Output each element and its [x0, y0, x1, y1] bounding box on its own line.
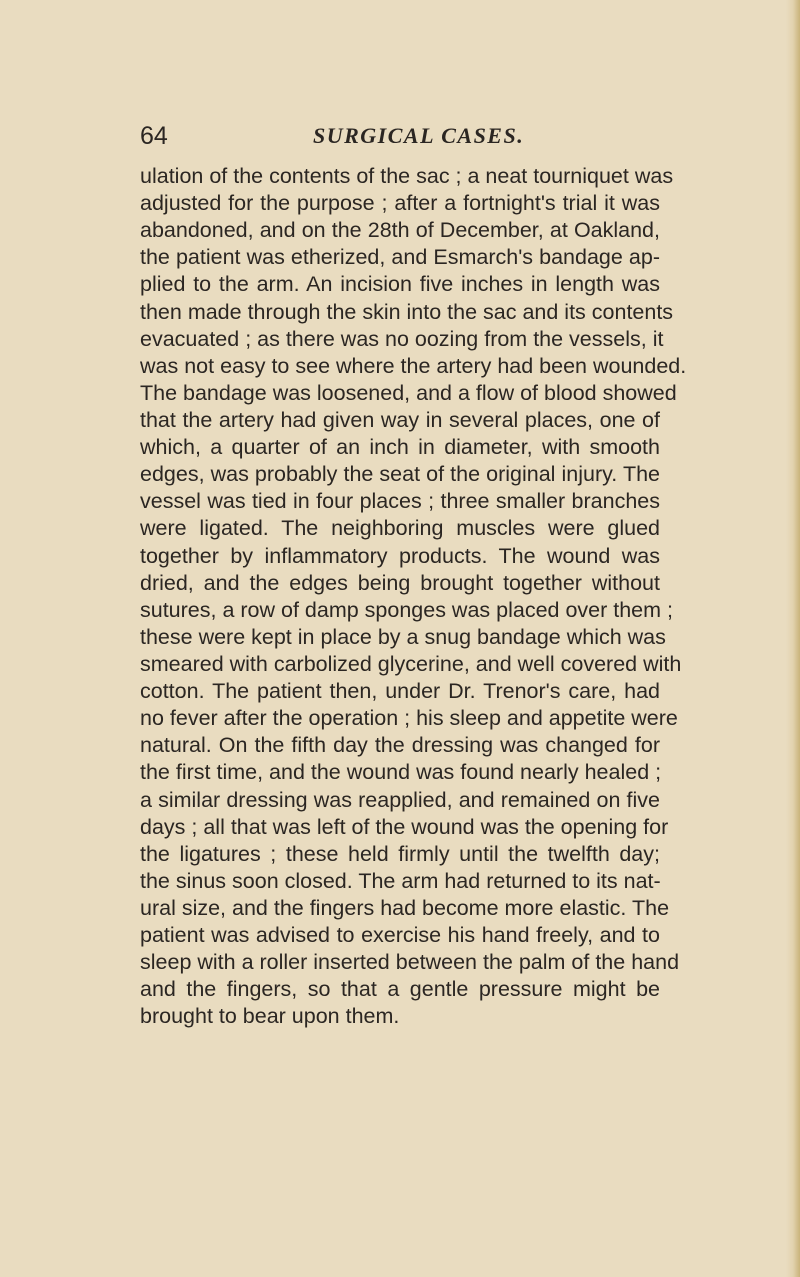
text-line: smeared with carbolized glycerine, and well covered with — [140, 651, 682, 676]
text-line: sutures, a row of damp sponges was placed over them ; — [140, 597, 673, 622]
text-line: plied to the arm. An incision five inches in length was — [140, 272, 660, 297]
text-line: the ligatures ; these held firmly until the twelfth day; — [140, 841, 660, 866]
text-line: evacuated ; as there was no oozing from the vessels, it — [140, 326, 664, 351]
text-line: that the artery had given way in several places, one of — [140, 407, 660, 432]
text-line: adjusted for the purpose ; after a fortnight's trial it was — [140, 191, 660, 216]
text-line: and the fingers, so that a gentle pressure might be — [140, 977, 660, 1002]
text-line: vessel was tied in four places ; three smaller branches — [140, 489, 660, 514]
text-line: were ligated. The neighboring muscles were glued — [140, 516, 660, 541]
body-text — [140, 163, 687, 1031]
page-edge-shadow — [786, 0, 800, 1277]
text-line: days ; all that was left of the wound was the opening for — [140, 814, 669, 839]
text-line: then made through the skin into the sac and its contents — [140, 299, 674, 324]
text-line: which, a quarter of an inch in diameter, with smooth — [140, 435, 660, 460]
page-number: 64 — [140, 122, 168, 150]
text-line: the sinus soon closed. The arm had returned to its nat- — [140, 868, 661, 893]
text-line: was not easy to see where the artery had been wounded. — [140, 353, 687, 378]
running-title: SURGICAL CASES. — [313, 123, 525, 148]
text-line: edges, was probably the seat of the original injury. The — [140, 462, 660, 487]
text-line: no fever after the operation ; his sleep and appetite were — [140, 706, 678, 731]
text-line: sleep with a roller inserted between the palm of the hand — [140, 950, 680, 975]
text-line: cotton. The patient then, under Dr. Trenor's care, had — [140, 679, 660, 704]
text-line: these were kept in place by a snug bandage which was — [140, 624, 666, 649]
text-line: The bandage was loosened, and a flow of blood showed — [140, 380, 677, 405]
text-line: dried, and the edges being brought together without — [140, 570, 660, 595]
text-line: ulation of the contents of the sac ; a neat tourniquet was — [140, 164, 674, 188]
text-line: a similar dressing was reapplied, and remained on five — [140, 787, 660, 812]
text-line: the first time, and the wound was found nearly healed ; — [140, 760, 662, 785]
text-line: natural. On the fifth day the dressing was changed for — [140, 733, 660, 758]
text-line: together by inflammatory products. The wound was — [140, 543, 660, 568]
text-line: the patient was etherized, and Esmarch's bandage ap- — [140, 245, 660, 270]
text-line: brought to bear upon them. — [140, 1004, 400, 1029]
page-header — [140, 118, 660, 154]
text-line: ural size, and the fingers had become more elastic. The — [140, 895, 670, 920]
text-line: patient was advised to exercise his hand freely, and to — [140, 923, 660, 948]
text-line: abandoned, and on the 28th of December, at Oakland, — [140, 218, 660, 243]
